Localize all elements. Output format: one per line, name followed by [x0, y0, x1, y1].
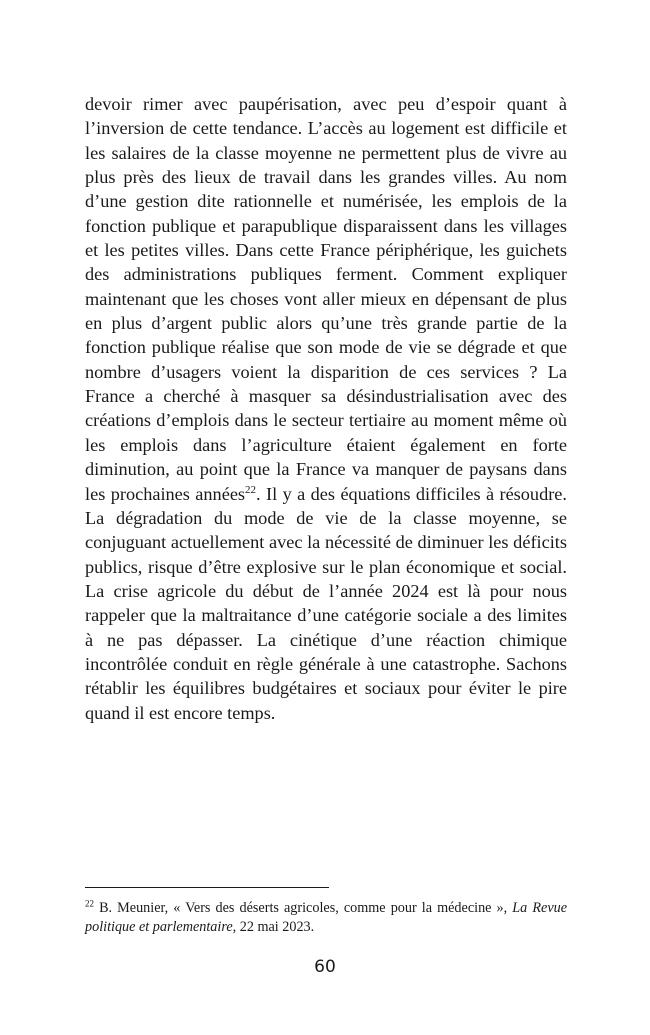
paragraph-text-part-2: . Il y a des équations difficiles à résoudre. La dégradation du mode de vie de la classe moyenne, se conjuguant actuellement avec la nécessité de diminuer les déficits publics, risque d’être explosive sur le plan économique et social. La crise agricole du début de l’année 2024 est là pour nous rappeler que la maltraitance d’une catégorie sociale a des limites à ne pas dépasser. La cinétique d’une réaction chimique incontrôlée conduit en règle générale à une catastrophe. Sachons rétablir les équilibres budgétaires et sociaux pour éviter le pire quand il est encore temps. [85, 483, 567, 723]
page-number: 60 [314, 957, 336, 977]
footnote-journal-title: La Revue politique et parlementaire [85, 900, 568, 935]
footnote-separator [85, 887, 329, 888]
footnote-text: B. Meunier, « Vers des déserts agricoles, comme pour la médecine », [94, 900, 513, 916]
footnote-reference[interactable]: 22 [245, 483, 257, 496]
footnote-date: , 22 mai 2023. [232, 919, 315, 935]
paragraph-text-part-1: devoir rimer avec paupérisation, avec peu d’espoir quant à l’inversion de cette tendance. L’accès au logement est difficile et les salaires de la classe moyenne ne permettent plus de vivre au plus près des lieux de travail dans les grandes villes. Au nom d’une gestion dite rationnelle et numérisée, les emplois de la fonction publique et parapublique disparaissent dans les villages et les petites villes. Dans cette France périphérique, les guichets des administrations publiques ferment. Comment expliquer maintenant que les choses vont aller mieux en dépensant de plus en plus d’argent public alors qu’une très grande partie de la fonction publique réalise que son mode de vie se dégrade et que nombre d’usagers voient la disparition de ces services ? La France a cherché à masquer sa désindustrialisation avec des créations d’emplois dans le secteur tertiaire au moment même où les emplois dans l’agriculture étaient également en forte diminution, au point que la France va manquer de paysans dans les prochaines années [85, 94, 567, 504]
footnote [85, 899, 567, 937]
footnote-number: 22 [85, 898, 94, 909]
body-paragraph [85, 92, 567, 725]
